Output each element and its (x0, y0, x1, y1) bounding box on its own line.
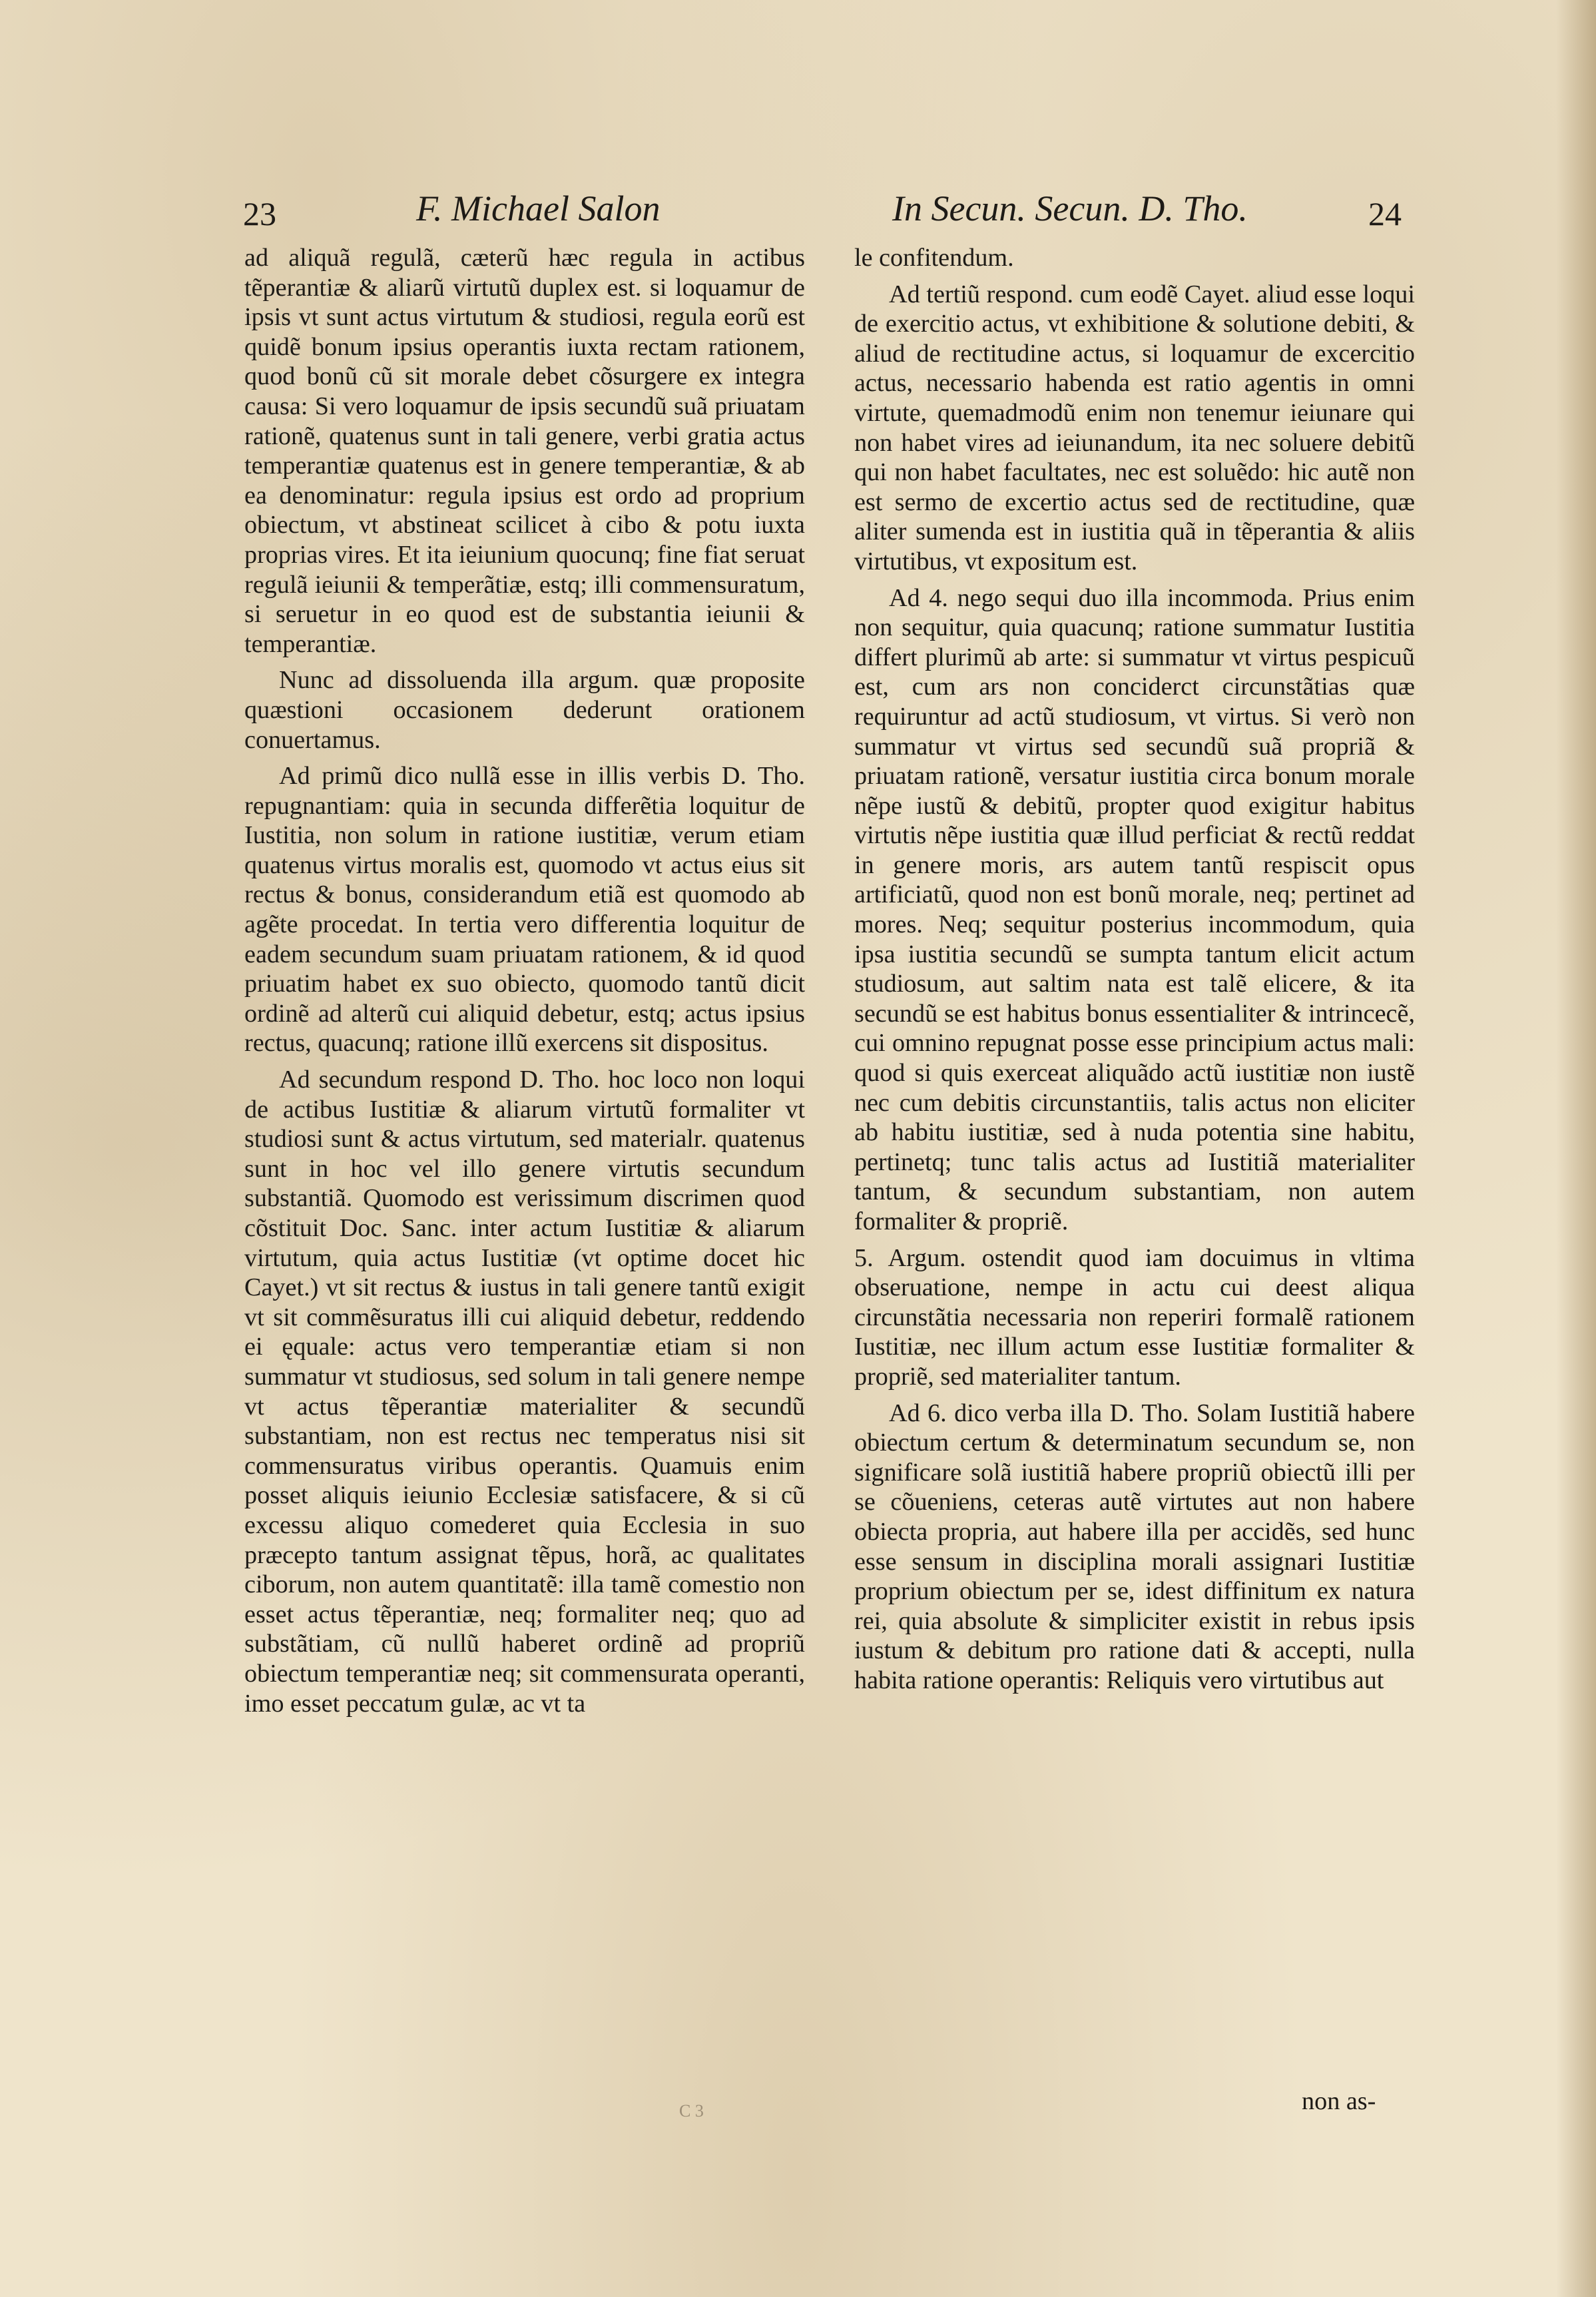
paragraph: le confitendum. (854, 244, 1014, 272)
left-column (244, 243, 805, 1725)
paragraph: ad aliquã regulã, cæterũ hæc regula in actibus tẽperantiæ & aliarũ virtutũ duplex est. si loquamur de ipsis vt sunt actus virtutum & studiosi, regula eorũ est quidẽ bonum ipsius operantis iuxta rectam rationem, quod bonũ cũ sit morale debet cõsurgere ex integra causa: Si vero loquamur de ipsis secundũ suã priuatam rationẽ, quatenus sunt in tali genere, verbi gratia actus temperantiæ quatenus est in genere temperantiæ, & ab ea denominatur: regula ipsius est ordo ad proprium obiectum, vt abstineat scilicet à cibo & potu iuxta proprias vires. Et ita ieiunium quocunq; fine fiat seruat regulã ieiunii & temperãtiæ, estq; illi commensuratum, si seruetur in eo quod est de substantia ieiunii & temperantiæ. (244, 244, 805, 658)
paragraph: 5. Argum. ostendit quod iam docuimus in vltima obseruatione, nempe in actu cui deest aliqua circunstãtia necessaria non reperiri formalẽ rationem Iustitiæ, nec illum actum esse Iustitiæ formaliter & propriẽ, sed materialiter tantum. (854, 1243, 1415, 1391)
paragraph: Ad 6. dico verba illa D. Tho. Solam Iustitiã habere obiectum certum & determinatum secundum se, non significare solã iustitiã habere propriũ obiectũ illi per se cõueniens, ceteras autẽ virtutes aut non habere obiecta propria, aut habere illa per accidẽs, sed hunc esse sensum in disciplina morali assignari Iustitiæ proprium obiectum per se, idest diffinitum ex natura rei, quia absolute & simpliciter existit in rebus ipsis iustum & debitum pro ratione dati & accepti, nulla habita ratione operantis: Reliquis vero virtutibus aut (854, 1399, 1415, 1694)
paragraph: Nunc ad dissoluenda illa argum. quæ proposite quæstioni occasionem dederunt orationem conuertamus. (244, 666, 805, 754)
paragraph: Ad 4. nego sequi duo illa incommoda. Prius enim non sequitur, quia quacunq; ratione summatur Iustitia differt plurimũ ab arte: si summatur vt virtus pespicuũ est, cum ars non conciderct circunstãtias quæ requiruntur ad actũ studiosum, vt virtus. Si verò non summatur vt virtus sed secundũ suã propriã & priuatam rationẽ, versatur iustitia circa bonum morale nẽpe iustũ & debitũ, propter quod exigitur habitus virtutis nẽpe iustitia quæ illud perficiat & rectũ reddat in genere moris, ars autem tantũ respiscit opus artificiatũ, quod non est bonũ morale, neq; pertinet ad mores. Neq; sequitur posterius incommodum, quia ipsa iustitia secundũ se sumpta tantum elicit actum studiosum, aut saltim nata est talẽ elicere, & ita secundũ se est habitus bonus essentialiter & intrincecẽ, cui omnino repugnat posse esse principium actus mali: quod si quis exerceat aliquãdo actũ iustitiæ non iustẽ nec cum debitis circunstantiis, talis actus non eliciter ab habitu iustitiæ, sed à nuda potentia sine habitu, pertinetq; tunc talis actus ad Iustitiã materialiter tantum, & secundum substantiam, non autem formaliter & propriẽ. (854, 583, 1415, 1235)
running-title-left: F. Michael Salon (416, 188, 661, 228)
paragraph: Ad secundum respond D. Tho. hoc loco non loqui de actibus Iustitiæ & aliarum virtutũ formaliter vt studiosi sunt & actus virtutum, sed materialr. quatenus sunt in hoc vel illo genere virtutis secundum substantiã. Quomodo est verissimum discrimen quod cõstituit Doc. Sanc. inter actum Iustitiæ & aliarum virtutum, quia actus Iustitiæ (vt optime docet hic Cayet.) vt sit rectus & iustus in tali genere tantũ exigit vt sit commẽsuratus illi cui aliquid debetur, reddendo ei ęquale: actus vero temperantiæ etiam si non summatur vt studiosus, sed solum in tali genere nempe vt actus tẽperantiæ materialiter & secundũ substantiam, non est rectus nec temperatus nisi sit commensuratus viribus operantis. Quamuis enim posset aliquis ieiunio Ecclesiæ satisfacere, & si cũ excessu aliquo comederet quia Ecclesia in suo præcepto tantum assignat tẽpus, horã, ac qualitates ciborum, non autem quantitatẽ: illa tamẽ comestio non esset actus tẽperantiæ, neq; formaliter neq; quo ad substãtiam, cũ nullũ haberet ordinẽ ad propriũ obiectum temperantiæ neq; sit commensurata operanti, imo esset peccatum gulæ, ac vt ta (244, 1066, 805, 1718)
page-edge-shadow (1556, 0, 1596, 2297)
running-header (243, 188, 1402, 234)
page-number-left: 23 (243, 195, 276, 232)
paragraph: Ad tertiũ respond. cum eodẽ Cayet. aliud esse loqui de exercitio actus, vt exhibitione & solutione debiti, & aliud de rectitudine actus, si loquamur de excercitio actus, necessario habenda est ratio agentis in omni virtute, quemadmodũ enim non tenemur ieiunare qui non habet vires ad ieiunandum, ita nec soluere debitũ qui non habet facultates, nec est soluẽdo: hic autẽ non est sermo de excertio actus sed de rectitudine, quæ aliter sumenda est in iustitia quã in tẽperantia & aliis virtutibus, vt expositum est. (854, 280, 1415, 575)
catchword: non as- (1302, 2087, 1376, 2115)
paragraph: Ad primũ dico nullã esse in illis verbis D. Tho. repugnantiam: quia in secunda differẽtia loquitur de Iustitia, non solum in ratione iustitiæ, verum etiam quatenus virtus moralis est, quomodo vt actus eius sit rectus & bonus, considerandum etiã est quomodo ab agẽte procedat. In tertia vero differentia loquitur de eadem secundum suam priuatam rationem, & id quod priuatim habet ex suo obiecto, quomodo tantũ dicit ordinẽ ad alterũ cui aliquid debetur, estq; actus ipsius rectus, quacunq; ratione illũ exercens sit dispositus. (244, 762, 805, 1058)
page-number-right: 24 (1368, 195, 1402, 232)
running-title-right: In Secun. Secun. D. Tho. (892, 188, 1248, 228)
right-column (854, 243, 1415, 1702)
signature-mark: C 3 (679, 2101, 704, 2121)
